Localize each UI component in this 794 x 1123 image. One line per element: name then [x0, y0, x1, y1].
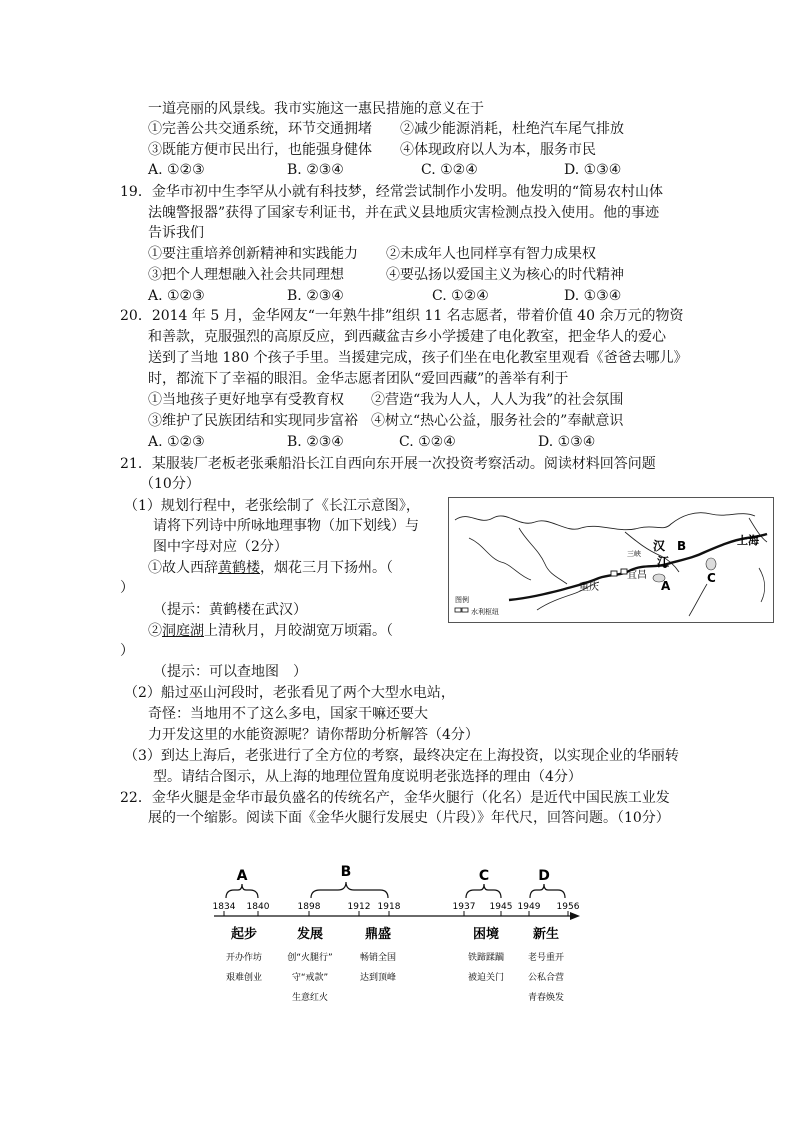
- q18-option-4: ④体现政府以人为本，服务市民: [400, 142, 596, 158]
- q19-line-2: 法魄警报器”获得了国家专利证书，并在武义县地质灾害检测点投入使用。他的事迹: [148, 205, 660, 221]
- q19-option-4: ④要弘扬以爱国主义为核心的时代精神: [386, 267, 624, 283]
- stage-title-fazhan: 发展: [296, 927, 324, 942]
- stage-title-qibu: 起步: [230, 927, 258, 942]
- year-1918: 1918: [377, 902, 401, 912]
- q19-choice-c: C. ①②④: [432, 288, 489, 304]
- yangtze-main-stream: [509, 534, 767, 600]
- q20-line-3: 送到了当地 180 个孩子手里。当援建完成，孩子们坐在电化教室里观看《爸爸去哪儿》: [148, 350, 688, 366]
- stage-qibu-item-1: 开办作坊: [225, 953, 263, 963]
- q20-option-3: ③维护了民族团结和实现同步富裕: [148, 413, 358, 429]
- q21-hint-1: （提示：黄鹤楼在武汉）: [153, 602, 307, 618]
- map-label-b: B: [677, 539, 687, 553]
- q20-line-4: 时，都流下了幸福的眼泪。金华志愿者团队“爱回西藏”的善举有利于: [148, 371, 569, 387]
- q19-line-3: 告诉我们: [148, 225, 204, 241]
- stage-xinsheng-item-1: 老号重开: [527, 953, 565, 963]
- stage-dingsheng-item-2: 达到顶峰: [359, 973, 397, 983]
- q18-option-2: ②减少能源消耗，杜绝汽车尾气排放: [400, 121, 624, 137]
- q20-line-1: 20．2014 年 5 月，金华网友“一年熟牛排”组织 11 名志愿者，带着价值 40 余万元的物资: [120, 308, 684, 324]
- q21-part3-line-2: 型。请结合图示，从上海的地理位置角度说明老张选择的理由（4分）: [153, 769, 582, 785]
- stage-qibu-item-2: 艰难创业: [225, 973, 263, 983]
- q21-poem-2-close: ）: [120, 643, 134, 659]
- q21-line-2: （10分）: [140, 476, 200, 492]
- map-label-c: C: [707, 571, 716, 585]
- stage-fazhan-item-3: 生意红火: [291, 993, 329, 1003]
- map-legend-item: 水利枢纽: [471, 608, 499, 616]
- stage-kunjing-item-2: 被迫关门: [467, 973, 505, 983]
- map-label-chongqing: 重庆: [579, 582, 599, 593]
- map-east-coast: [749, 518, 767, 602]
- q18-option-3: ③既能方便市民出行，也能强身健体: [148, 142, 372, 158]
- q20-choice-d: D. ①③④: [538, 434, 596, 450]
- q20-choice-a: A. ①②③: [148, 434, 205, 450]
- q21-line-1: 21．某服装厂老板老张乘船沿长江自西向东开展一次投资考察活动。阅读材料回答问题: [120, 456, 656, 472]
- ham-shop-timeline: [208, 860, 588, 1010]
- map-basin-outline: [455, 513, 755, 530]
- brace-b: [311, 882, 388, 898]
- stage-xinsheng-item-3: 青春焕发: [527, 993, 565, 1003]
- yangtze-river-map: [448, 497, 774, 623]
- q22-line-1: 22．金华火腿是金华市最负盛名的传统名产，金华火腿行（化名）是近代中国民族工业发: [120, 790, 670, 806]
- q21-part2-line-2: 奇怪：当地用不了这么多电，国家干嘛还要大: [148, 706, 428, 722]
- map-legend-title: 图例: [455, 596, 469, 604]
- q18-choice-d: D. ①③④: [564, 162, 622, 178]
- q19-choice-a: A. ①②③: [148, 288, 205, 304]
- timeline-arrow: [570, 912, 580, 920]
- q20-choice-b: B. ②③④: [287, 434, 344, 450]
- q21-poem-2-underlined: 洞庭湖: [162, 623, 204, 639]
- map-label-han: 汉: [653, 539, 666, 553]
- q22-line-2: 展的一个缩影。阅读下面《金华火腿行发展史（片段）》年代尺，回答问题。（10分）: [148, 810, 670, 826]
- map-legend-dam-symbol-2: [462, 608, 468, 612]
- q18-choice-b: B. ②③④: [287, 162, 344, 178]
- q21-poem-1-close: ）: [120, 580, 134, 596]
- q18-stem: 一道亮丽的风景线。我市实施这一惠民措施的意义在于: [148, 101, 484, 117]
- stage-kunjing-item-1: 铁蹄蹂躏: [467, 953, 505, 963]
- map-lake-poyang: [706, 558, 716, 570]
- map-legend-dam-symbol: [455, 608, 461, 612]
- letter-b: B: [340, 864, 352, 880]
- map-label-shanghai: 上海: [737, 534, 759, 547]
- q20-option-2: ②营造“我为人人，人人为我”的社会氛围: [371, 392, 624, 408]
- q18-option-1: ①完善公共交通系统，环节交通拥堵: [148, 121, 372, 137]
- map-label-a: A: [661, 579, 671, 593]
- stage-title-dingsheng: 鼎盛: [364, 927, 392, 942]
- year-1945: 1945: [489, 902, 513, 912]
- q19-line-1: 19．金华市初中生李罕从小就有科技梦，经常尝试制作小发明。他发明的“简易农村山体: [120, 184, 663, 200]
- year-1834: 1834: [212, 902, 236, 912]
- stage-dingsheng-item-1: 畅销全国: [359, 953, 397, 963]
- year-1898: 1898: [297, 902, 321, 912]
- stage-xinsheng-item-2: 公私合营: [527, 973, 565, 983]
- map-label-yichang: 宜昌: [627, 570, 647, 581]
- q19-choice-d: D. ①③④: [564, 288, 622, 304]
- q21-part2-line-1: （2）船过巫山河段时，老张看见了两个大型水电站，: [124, 685, 455, 701]
- q21-poem-2-end: 上清秋月，月皎湖宽万顷霜。（: [204, 623, 393, 639]
- q19-option-3: ③把个人理想融入社会共同理想: [148, 267, 344, 283]
- year-1937: 1937: [452, 902, 476, 912]
- q20-option-4: ④树立“热心公益，服务社会的”奉献意识: [371, 413, 624, 429]
- letter-c: C: [478, 868, 490, 884]
- q21-part3-line-1: （3）到达上海后，老张进行了全方位的考察，最终决定在上海投资，以实现企业的华丽转: [124, 748, 679, 764]
- q18-choice-c: C. ①②④: [421, 162, 478, 178]
- brace-c: [466, 884, 501, 898]
- map-label-sanxia: 三峡: [627, 550, 641, 558]
- q20-line-2: 和善款，克服强烈的高原反应，到西藏盆吉乡小学援建了电化教室，把金华人的爱心: [148, 329, 666, 345]
- stage-fazhan-item-1: 创“火腿行”: [287, 953, 333, 963]
- q18-choice-a: A. ①②③: [148, 162, 205, 178]
- yangtze-map-drawing: [449, 498, 773, 622]
- year-1949: 1949: [517, 902, 541, 912]
- stage-title-kunjing: 困境: [472, 927, 500, 942]
- letter-d: D: [538, 868, 550, 884]
- map-gan-river: [689, 584, 707, 616]
- q20-choice-c: C. ①②④: [399, 434, 456, 450]
- timeline-drawing: [208, 860, 588, 1010]
- stage-title-xinsheng: 新生: [532, 927, 560, 942]
- q21-poem-1: [148, 558, 393, 578]
- q21-part1-line-2: 请将下列诗中所咏地理事物（加下划线）与: [153, 518, 419, 534]
- map-dam-sanxia: [611, 571, 617, 576]
- year-1840: 1840: [246, 902, 270, 912]
- letter-a: A: [236, 868, 248, 884]
- q21-poem-1-underlined: 黄鹤楼: [218, 560, 260, 576]
- year-1912: 1912: [347, 902, 371, 912]
- q20-option-1: ①当地孩子更好地享有受教育权: [148, 392, 344, 408]
- year-1956: 1956: [556, 902, 580, 912]
- map-tributary-north: [519, 528, 567, 584]
- q21-poem-2: [148, 621, 393, 641]
- q21-hint-2: （提示：可以查地图 ）: [153, 664, 307, 680]
- q21-part2-line-3: 力开发这里的水能资源呢？请你帮助分析解答（4分）: [148, 727, 479, 743]
- q19-option-1: ①要注重培养创新精神和实践能力: [148, 246, 358, 262]
- q21-poem-2-start: ②: [148, 623, 162, 639]
- brace-d: [530, 884, 565, 898]
- q21-part1-line-1: （1）规划行程中，老张绘制了《长江示意图》，: [124, 498, 420, 514]
- q21-part1-line-3: 图中字母对应（2分）: [153, 539, 288, 555]
- q21-poem-1-start: ①故人西辞: [148, 560, 218, 576]
- brace-a: [226, 884, 258, 898]
- map-tributary-west: [469, 538, 531, 580]
- q21-poem-1-end: ，烟花三月下扬州。（: [260, 560, 393, 576]
- map-label-jiang: 江: [657, 555, 670, 569]
- q19-choice-b: B. ②③④: [287, 288, 344, 304]
- q19-option-2: ②未成年人也同样享有智力成果权: [386, 246, 596, 262]
- stage-fazhan-item-2: 守“戒款”: [291, 973, 329, 983]
